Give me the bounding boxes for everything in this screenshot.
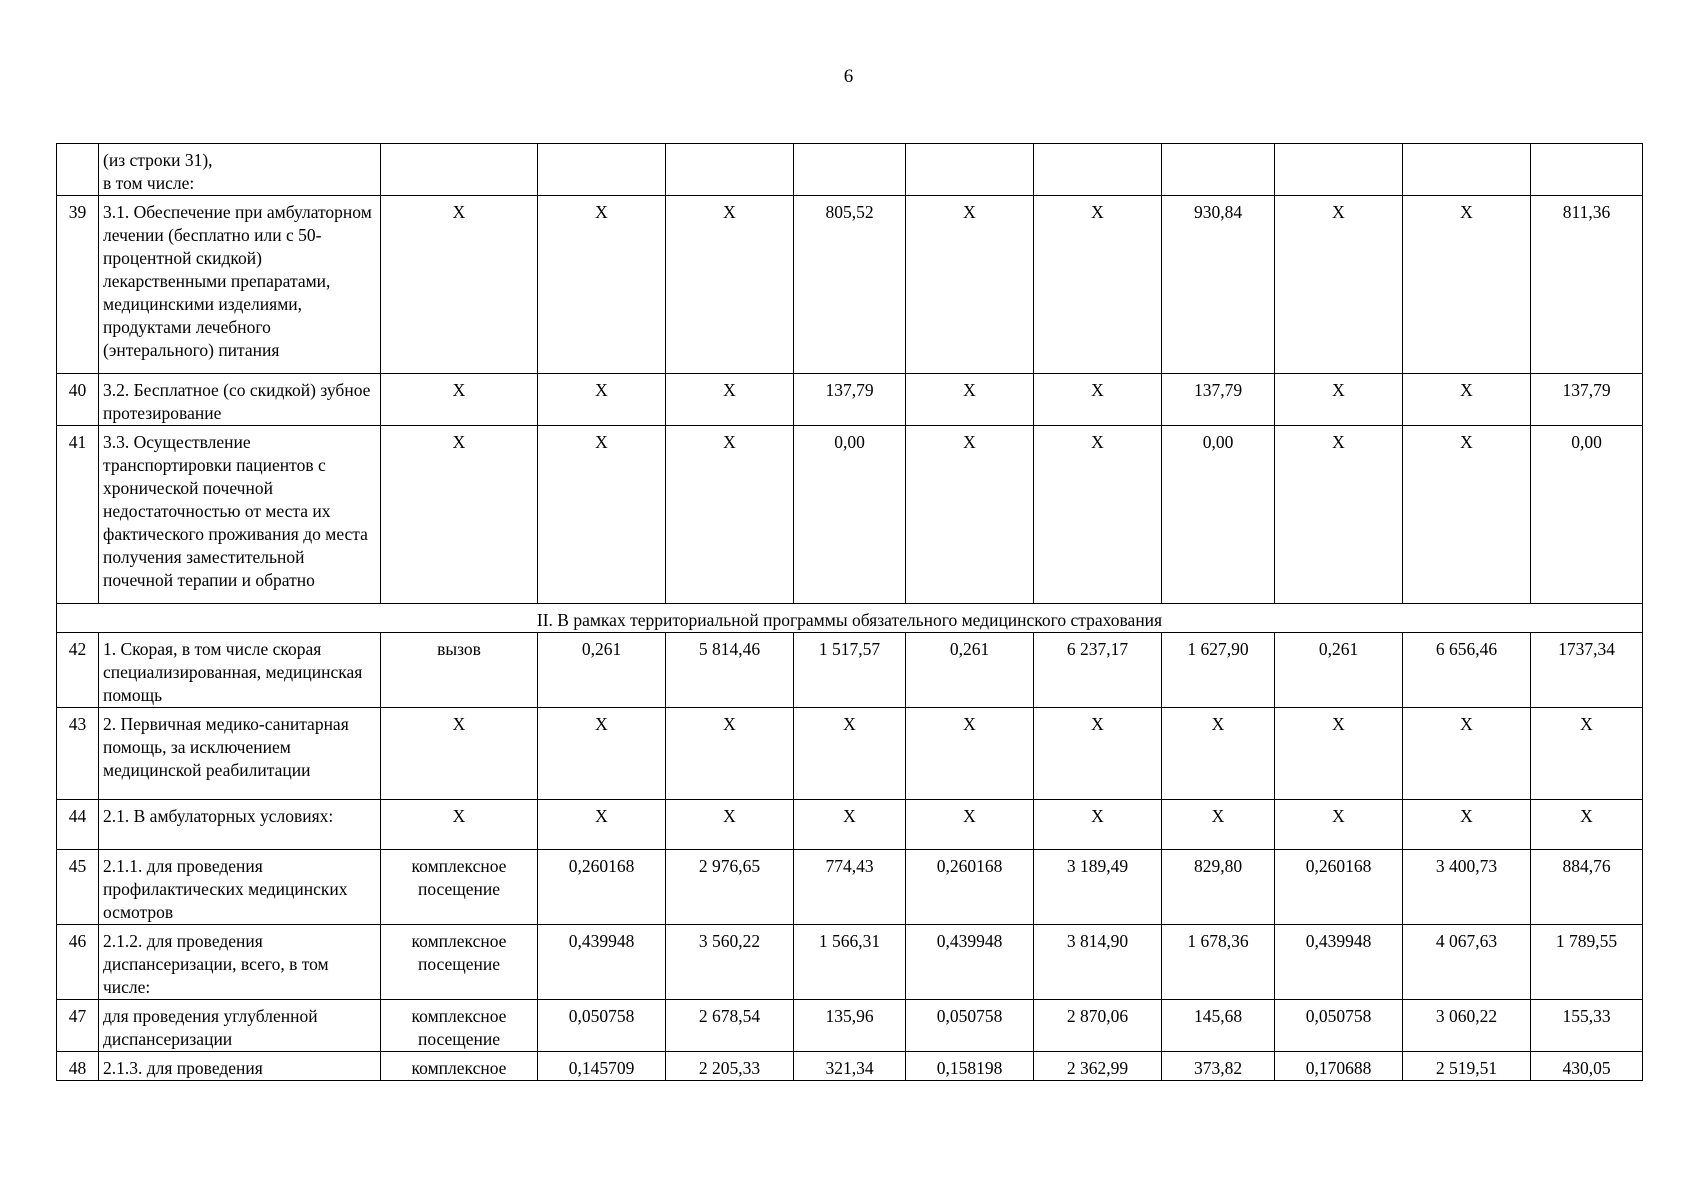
value-cell: 0,050758	[538, 1000, 666, 1052]
value-cell: 135,96	[794, 1000, 906, 1052]
value-cell: 6 656,46	[1403, 633, 1531, 708]
row-number: 44	[57, 800, 99, 850]
value-cell: 0,261	[538, 633, 666, 708]
table-row	[57, 1000, 1643, 1052]
value-cell: 0,439948	[538, 925, 666, 1000]
table-row	[57, 633, 1643, 708]
value-cell: Х	[381, 196, 538, 374]
value-cell: Х	[538, 708, 666, 800]
value-cell: вызов	[381, 633, 538, 708]
value-cell: Х	[381, 374, 538, 426]
page-number: 6	[843, 66, 854, 87]
value-cell: 930,84	[1162, 196, 1275, 374]
section-row	[57, 604, 1643, 633]
table-row	[57, 925, 1643, 1000]
value-cell: 0,170688	[1275, 1052, 1403, 1081]
value-cell: Х	[538, 800, 666, 850]
table-row	[57, 850, 1643, 925]
value-cell: Х	[794, 800, 906, 850]
value-cell: 155,33	[1531, 1000, 1643, 1052]
value-cell	[666, 144, 794, 196]
value-cell: Х	[906, 374, 1034, 426]
value-cell: 2 678,54	[666, 1000, 794, 1052]
value-cell: Х	[1403, 374, 1531, 426]
value-cell: Х	[1275, 196, 1403, 374]
value-cell: Х	[1034, 374, 1162, 426]
value-cell: Х	[1162, 708, 1275, 800]
value-cell: 1737,34	[1531, 633, 1643, 708]
value-cell: Х	[666, 708, 794, 800]
value-cell: 0,260168	[906, 850, 1034, 925]
row-name: 3.2. Бесплатное (со скидкой) зубное протезирование	[99, 374, 381, 426]
row-number: 48	[57, 1052, 99, 1081]
value-cell: 373,82	[1162, 1052, 1275, 1081]
value-cell: Х	[538, 426, 666, 604]
table-row	[57, 426, 1643, 604]
value-cell: Х	[538, 196, 666, 374]
row-number	[57, 144, 99, 196]
row-name: 2. Первичная медико-санитарная помощь, за исключением медицинской реабилитации	[99, 708, 381, 800]
value-cell: 0,260168	[1275, 850, 1403, 925]
value-cell	[1275, 144, 1403, 196]
value-cell: 1 566,31	[794, 925, 906, 1000]
value-cell: 3 189,49	[1034, 850, 1162, 925]
value-cell: 6 237,17	[1034, 633, 1162, 708]
value-cell: Х	[906, 708, 1034, 800]
value-cell: Х	[1403, 800, 1531, 850]
value-cell: 2 362,99	[1034, 1052, 1162, 1081]
value-cell: Х	[666, 426, 794, 604]
value-cell: Х	[666, 374, 794, 426]
value-cell: 137,79	[1531, 374, 1643, 426]
row-number: 41	[57, 426, 99, 604]
value-cell: 0,261	[906, 633, 1034, 708]
rows-before	[57, 144, 1643, 604]
table-row	[57, 144, 1643, 196]
table-row	[57, 1052, 1643, 1081]
value-cell: Х	[381, 800, 538, 850]
value-cell: 145,68	[1162, 1000, 1275, 1052]
value-cell: 0,00	[794, 426, 906, 604]
value-cell: 0,158198	[906, 1052, 1034, 1081]
section-header	[57, 604, 1643, 633]
row-number: 46	[57, 925, 99, 1000]
value-cell: 0,145709	[538, 1052, 666, 1081]
rows-after	[57, 633, 1643, 1081]
value-cell: 0,00	[1531, 426, 1643, 604]
row-name: 2.1.1. для проведения профилактических медицинских осмотров	[99, 850, 381, 925]
value-cell: 2 976,65	[666, 850, 794, 925]
value-cell: 4 067,63	[1403, 925, 1531, 1000]
row-number: 39	[57, 196, 99, 374]
value-cell: 0,439948	[1275, 925, 1403, 1000]
value-cell: комплексное посещение	[381, 850, 538, 925]
value-cell: 3 814,90	[1034, 925, 1162, 1000]
value-cell: Х	[1162, 800, 1275, 850]
row-name: (из строки 31), в том числе:	[99, 144, 381, 196]
value-cell: Х	[1034, 426, 1162, 604]
value-cell: 0,261	[1275, 633, 1403, 708]
row-name: 3.1. Обеспечение при амбулаторном лечении (бесплатно или с 50-процентной скидкой) лекарственными препаратами, медицинскими изделиями, продуктами лечебного (энтерального) питания	[99, 196, 381, 374]
row-name: 2.1.3. для проведения	[99, 1052, 381, 1081]
row-number: 40	[57, 374, 99, 426]
value-cell: Х	[666, 800, 794, 850]
value-cell: Х	[381, 708, 538, 800]
value-cell: 1 517,57	[794, 633, 906, 708]
value-cell: 0,260168	[538, 850, 666, 925]
value-cell: 1 627,90	[1162, 633, 1275, 708]
value-cell: комплексное посещение	[381, 1000, 538, 1052]
row-number: 47	[57, 1000, 99, 1052]
value-cell: 2 205,33	[666, 1052, 794, 1081]
value-cell: Х	[1275, 708, 1403, 800]
value-cell	[538, 144, 666, 196]
row-name: 2.1.2. для проведения диспансеризации, всего, в том числе:	[99, 925, 381, 1000]
value-cell: Х	[1531, 708, 1643, 800]
value-cell: 2 870,06	[1034, 1000, 1162, 1052]
value-cell: 0,00	[1162, 426, 1275, 604]
row-number: 45	[57, 850, 99, 925]
value-cell: 3 060,22	[1403, 1000, 1531, 1052]
table-row	[57, 708, 1643, 800]
value-cell	[1162, 144, 1275, 196]
value-cell: Х	[906, 800, 1034, 850]
row-name: 2.1. В амбулаторных условиях:	[99, 800, 381, 850]
value-cell: 137,79	[794, 374, 906, 426]
value-cell: Х	[1275, 800, 1403, 850]
value-cell	[794, 144, 906, 196]
value-cell: комплексное посещение	[381, 925, 538, 1000]
value-cell: 811,36	[1531, 196, 1643, 374]
value-cell: Х	[1034, 196, 1162, 374]
value-cell: Х	[906, 426, 1034, 604]
value-cell	[1403, 144, 1531, 196]
value-cell: Х	[1034, 800, 1162, 850]
value-cell: 2 519,51	[1403, 1052, 1531, 1081]
value-cell: Х	[1034, 708, 1162, 800]
value-cell: 137,79	[1162, 374, 1275, 426]
value-cell: Х	[538, 374, 666, 426]
value-cell: Х	[794, 708, 906, 800]
value-cell	[381, 144, 538, 196]
value-cell	[1531, 144, 1643, 196]
value-cell: 884,76	[1531, 850, 1643, 925]
value-cell: 430,05	[1531, 1052, 1643, 1081]
row-number: 43	[57, 708, 99, 800]
value-cell: 829,80	[1162, 850, 1275, 925]
value-cell: 805,52	[794, 196, 906, 374]
value-cell: 0,050758	[906, 1000, 1034, 1052]
value-cell: комплексное	[381, 1052, 538, 1081]
value-cell	[1034, 144, 1162, 196]
value-cell: Х	[1531, 800, 1643, 850]
row-name: для проведения углубленной диспансеризации	[99, 1000, 381, 1052]
value-cell: Х	[1275, 374, 1403, 426]
value-cell: Х	[1403, 196, 1531, 374]
value-cell: Х	[1403, 708, 1531, 800]
data-table	[56, 143, 1643, 1081]
row-name: 3.3. Осуществление транспортировки пациентов с хронической почечной недостаточностью от места их фактического проживания до места получения заместительной почечной терапии и обратно	[99, 426, 381, 604]
section-title: II. В рамках территориальной программы обязательного медицинского страхования	[57, 604, 1643, 633]
value-cell: 0,439948	[906, 925, 1034, 1000]
value-cell: 0,050758	[1275, 1000, 1403, 1052]
value-cell: Х	[381, 426, 538, 604]
value-cell: Х	[666, 196, 794, 374]
value-cell: 3 400,73	[1403, 850, 1531, 925]
value-cell: 321,34	[794, 1052, 906, 1081]
value-cell: Х	[1275, 426, 1403, 604]
value-cell: 5 814,46	[666, 633, 794, 708]
value-cell	[906, 144, 1034, 196]
value-cell: 1 678,36	[1162, 925, 1275, 1000]
value-cell: 3 560,22	[666, 925, 794, 1000]
value-cell: 774,43	[794, 850, 906, 925]
value-cell: 1 789,55	[1531, 925, 1643, 1000]
row-name: 1. Скорая, в том числе скорая специализированная, медицинская помощь	[99, 633, 381, 708]
table-row	[57, 196, 1643, 374]
table-row	[57, 374, 1643, 426]
table-row	[57, 800, 1643, 850]
row-number: 42	[57, 633, 99, 708]
value-cell: Х	[1403, 426, 1531, 604]
value-cell: Х	[906, 196, 1034, 374]
